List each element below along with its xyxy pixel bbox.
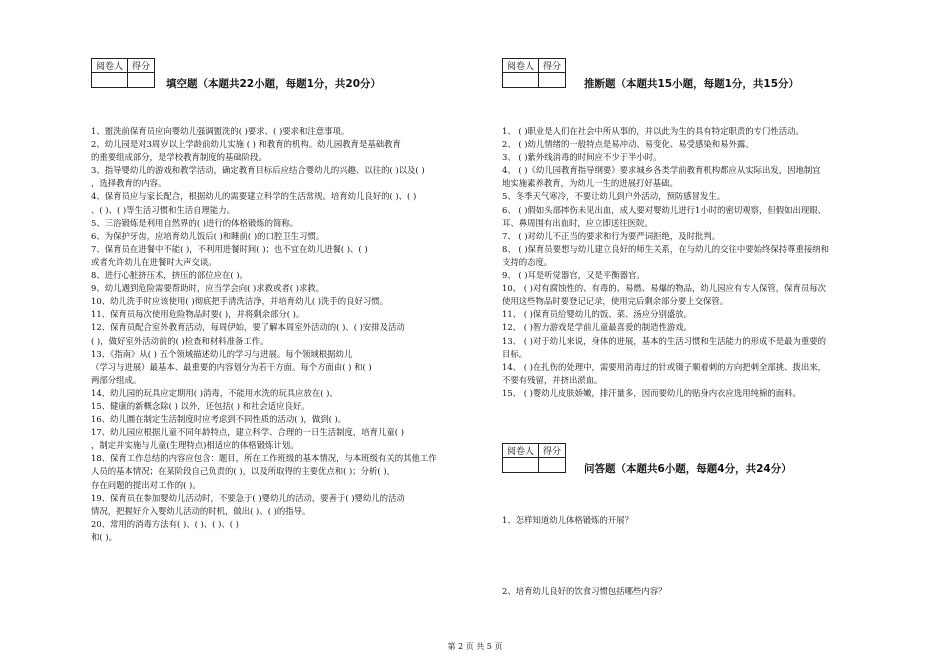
- question-line: 的重要组成部分，是学校教育制度的基础阶段。: [91, 152, 267, 163]
- fill-in-question-list: [91, 125, 483, 544]
- question-line: 9、幼儿遇到危险需要帮助时，应当学会向( )求救或者( )求救。: [91, 283, 325, 294]
- grader-cell: [503, 458, 539, 473]
- score-cell: [128, 73, 155, 88]
- question-line: 20、常用的消毒方法有( )、( )、( )、( ): [91, 518, 239, 529]
- question-line: 使用这些物品时要登记记录，使用完后剩余部分要上交保管。: [502, 296, 729, 307]
- grader-cell: [92, 73, 128, 88]
- question-line: 18、保育工作总结的内容应包含：题目，所在工作班级的基本情况，与本班级有关的其他工作: [91, 453, 437, 464]
- question-line: 情况，把握好介入婴幼儿活动的时机，做出( )、( )的指导。: [91, 505, 311, 516]
- question-line: 支持的态度。: [502, 256, 553, 267]
- question-line: 4、保育员应与家长配合，根据幼儿的需要建立科学的生活常规。培育幼儿良好的( )、( ): [91, 191, 417, 202]
- score-box-qa: [502, 443, 566, 473]
- question-line: ，制定并实施与儿童(生理特点)相适应的体格锻炼计划。: [91, 440, 299, 451]
- judgement-question-list: [502, 125, 897, 400]
- question-line: 5、三浴锻炼是利用自然界的( )进行的体格锻炼的简称。: [91, 217, 299, 228]
- question-line: 1、盥洗前保育员应向婴幼儿强调盥洗的( )要求、( )要求和注意事项。: [91, 126, 350, 136]
- question-line: 存在问题的提出对工作的( )。: [91, 479, 201, 490]
- question-line: 和( )。: [91, 531, 117, 542]
- question-line: ( )，做好室外活动前的( )检查和材料准备工作。: [91, 335, 269, 346]
- question-line: 2、 ( )幼儿情绪的一般特点是易冲动、易变化、易受感染和易外露。: [502, 139, 754, 150]
- score-box-judgement: [502, 58, 566, 88]
- question-line: 12、保育员配合室外教育活动，每周伊始，要了解本周室外活动的( )、( )安排及活动: [91, 322, 405, 333]
- score-cell: [539, 458, 566, 473]
- score-cell: [539, 73, 566, 88]
- question-line: 地实施素养教育，为幼儿一生的进展打好基础。: [502, 178, 678, 189]
- question-line: 耳、鼻周围有出血时，应立即送往医院。: [502, 217, 653, 228]
- question-line: 10、幼儿洗手时应该使用( )彻底把手清洗洁净，并培育幼儿( )洗手的良好习惯。: [91, 296, 389, 307]
- question-line: 15、 ( )婴幼儿皮肤娇嫩，排汗量多，因而要幼儿的贴身内衣应选用纯棉的面料。: [502, 387, 801, 398]
- question-line: 11、 ( )保育员给婴幼儿的饭、菜、汤应分别盛放。: [502, 309, 693, 320]
- question-line: 19、保育员在参加婴幼儿活动时，不要急于( )婴幼儿的活动，要善于( )婴幼儿的活动: [91, 492, 405, 503]
- grader-label: 阅卷人: [503, 59, 539, 73]
- question-line: 4、 ( )《幼儿园教育指导纲要》要求城乡各类学前教育机构都应从实际出发，因地制宜: [502, 165, 821, 176]
- question-line: 5、冬季天气寒冷，不要让幼儿到户外活动，预防感冒发生。: [502, 191, 726, 202]
- score-label: 得分: [128, 59, 155, 73]
- question-line: 17、幼儿园应根据儿童不同年龄特点，建立科学、合理的一日生活制度，培育儿童( ): [91, 427, 404, 438]
- section-title-judgement: 推断题（本题共15小题，每题1分，共15分）: [584, 78, 800, 90]
- question-line: 1、 ( )职业是人们在社会中所从事的，并以此为生的具有特定职责的专门性活动。: [502, 126, 804, 136]
- question-line: 15、健康的新概念除( ) 以外，还包括( ) 和社会适应良好。: [91, 400, 310, 411]
- page-footer: 第 2 页 共 5 页: [447, 642, 503, 651]
- question-line: 13、 ( )对于幼儿来说，身体的进展，基本的生活习惯和生活能力的形成不是最为重要的: [502, 335, 827, 346]
- question-line: 6、 ( )假如头部摔伤未见出血，成人要对婴幼儿进行1小时的密切观察，但假如出现眼、: [502, 204, 827, 215]
- question-line: 14、幼儿园的玩具应定期用( )消毒，不能用水洗的玩具应放在( )。: [91, 387, 338, 398]
- qa-question-2: 2、培育幼儿良好的饮食习惯包括哪些内容？: [502, 586, 667, 596]
- score-label: 得分: [539, 444, 566, 458]
- question-line: 3、 ( )紫外线消毒的时间应不少于半小时。: [502, 152, 662, 163]
- question-line: 人员的基本情况；在某阶段自己负责的( )，以及所取得的主要优点和( )；分析( )，: [91, 466, 395, 477]
- question-line: 9、 ( )耳是听觉器官，又是平衡器官。: [502, 270, 645, 281]
- question-line: 3、指导婴幼儿的游戏和教学活动，确定教育目标后应结合婴幼儿的兴趣、以往的( )以及( ): [91, 165, 425, 176]
- question-line: （学习与进展）最基本、最重要的内容划分为若干方面。每个方面由( ) 和( ): [91, 361, 372, 372]
- grader-label: 阅卷人: [92, 59, 128, 73]
- question-line: 2、幼儿园是对3周岁以上学龄前幼儿实施 ( ) 和教育的机构。幼儿园教育是基础教育: [91, 139, 401, 150]
- question-line: 、( )、( )等生活习惯和生活自理能力。: [91, 204, 236, 215]
- question-line: 13、《指南》从( ) 五个领域描述幼儿的学习与进展。每个领域根据幼儿: [91, 348, 353, 359]
- qa-question-1: 1、怎样知道幼儿体格锻炼的开展？: [502, 515, 633, 525]
- question-line: 8、 ( )保育员要想与幼儿建立良好的师生关系，在与幼儿的交往中要始终保持尊重接纳和: [502, 243, 830, 254]
- question-line: 或者允许幼儿在进餐时大声交谈。: [91, 256, 217, 267]
- question-line: 8、进行心脏挤压术，挤压的部位应在( )。: [91, 270, 248, 281]
- question-line: 12、 ( )智力游戏是学前儿童最喜爱的制造性游戏。: [502, 322, 693, 333]
- question-line: 不要有残留，并挤出淤血。: [502, 374, 603, 385]
- question-line: 11、保育员每次使用危险物品时要( )，并将剩余部分( )。: [91, 309, 305, 320]
- question-line: 10、 ( )对有腐蚀性的、有毒的、易燃、易爆的物品，幼儿园应有专人保管，保育员每次: [502, 283, 827, 294]
- score-box-fill-in: [91, 58, 155, 88]
- question-line: 两部分组成。: [91, 374, 142, 385]
- score-label: 得分: [539, 59, 566, 73]
- question-line: 16、幼儿圜在制定生活制度时应考虑到不同性质的活动( )，做到( )。: [91, 414, 347, 425]
- grader-cell: [503, 73, 539, 88]
- question-line: 7、保育员在进餐中不能( )，不利用进餐时间( )；也不宜在幼儿进餐( )、( ): [91, 243, 368, 254]
- question-line: ，选择教育的内容。: [91, 178, 167, 189]
- question-line: 6、为保护牙齿，应培育幼儿饭后( )和睡前( )的口腔卫生习惯。: [91, 230, 325, 241]
- section-title-fill-in: 填空题（本题共22小题，每题1分，共20分）: [166, 78, 382, 90]
- question-line: 14、 ( )在扎伤的处理中，需要用消毒过的针或镊子顺着刺的方向把刺全部挑、拨出来，: [502, 361, 827, 372]
- section-title-qa: 问答题（本题共6小题，每题4分，共24分）: [584, 463, 792, 475]
- grader-label: 阅卷人: [503, 444, 539, 458]
- question-line: 7、 ( )对幼儿不正当的要求和行为要严词拒绝，及时批判。: [502, 230, 721, 241]
- question-line: 目标。: [502, 348, 528, 359]
